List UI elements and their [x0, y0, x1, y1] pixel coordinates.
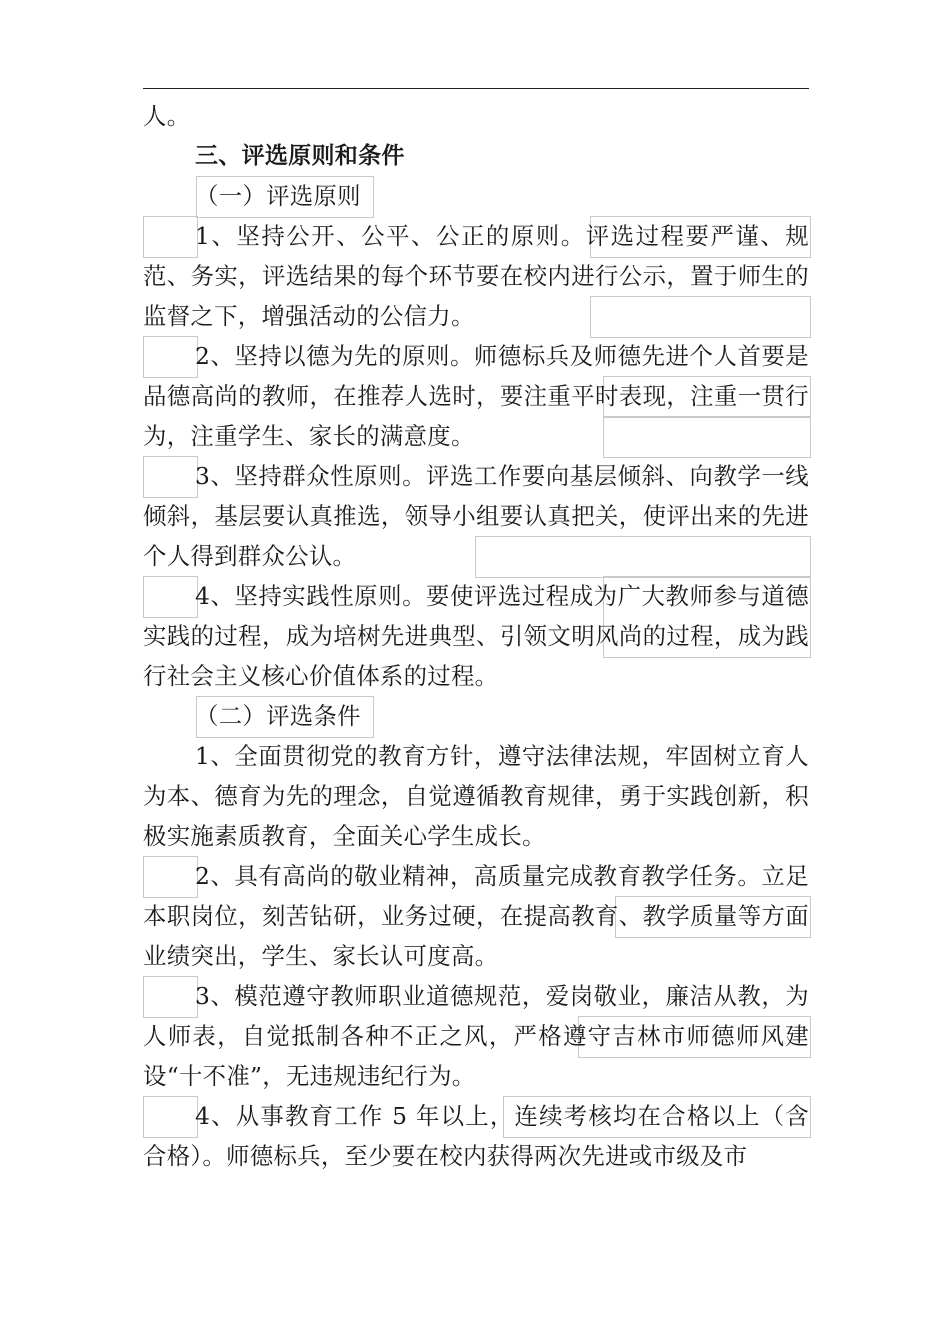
- section-heading: 三、评选原则和条件: [195, 143, 405, 169]
- condition-1: 1、全面贯彻党的教育方针，遵守法律法规，牢固树立育人为本、德育为先的理念，自觉遵循教育规律，勇于实践创新，积极实施素质教育，全面关心学生成长。: [143, 742, 809, 850]
- paragraph-continuation: 人。: [143, 102, 191, 130]
- condition-2: 2、具有高尚的敬业精神，高质量完成教育教学任务。立足本职岗位，刻苦钻研，业务过硬，在提高教育、教学质量等方面业绩突出，学生、家长认可度高。: [143, 862, 809, 970]
- subsection-heading-conditions: （二）评选条件: [195, 702, 361, 730]
- principle-1: 1、坚持公开、公平、公正的原则。评选过程要严谨、规范、务实，评选结果的每个环节要在校内进行公示，置于师生的监督之下，增强活动的公信力。: [143, 222, 809, 330]
- document-body: [143, 96, 809, 1176]
- condition-3: 3、模范遵守教师职业道德规范，爱岗敬业，廉洁从教，为人师表，自觉抵制各种不正之风，严格遵守吉林市师德师风建设“十不准”，无违规违纪行为。: [143, 982, 809, 1090]
- principle-4: 4、坚持实践性原则。要使评选过程成为广大教师参与道德实践的过程，成为培树先进典型、引领文明风尚的过程，成为践行社会主义核心价值体系的过程。: [143, 582, 809, 690]
- subsection-heading-principles: （一）评选原则: [195, 182, 361, 210]
- header-rule: [143, 88, 809, 89]
- principle-2: 2、坚持以德为先的原则。师德标兵及师德先进个人首要是品德高尚的教师，在推荐人选时，要注重平时表现，注重一贯行为，注重学生、家长的满意度。: [143, 342, 809, 450]
- principle-3: 3、坚持群众性原则。评选工作要向基层倾斜、向教学一线倾斜，基层要认真推选，领导小组要认真把关，使评出来的先进个人得到群众公认。: [143, 462, 809, 570]
- condition-4: 4、从事教育工作 5 年以上，连续考核均在合格以上（含合格）。师德标兵，至少要在校内获得两次先进或市级及市: [143, 1102, 809, 1170]
